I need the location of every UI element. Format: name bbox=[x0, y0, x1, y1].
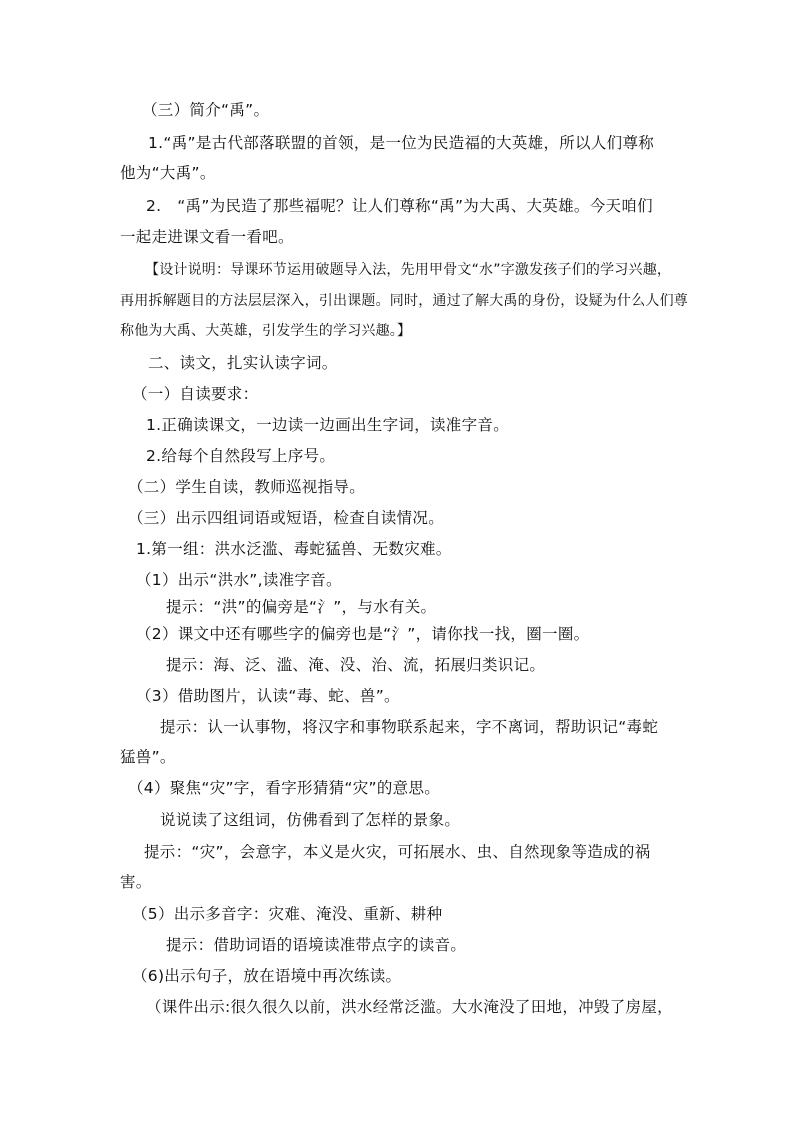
hint-line: 提示：海、泛、滥、淹、没、治、流，拓展归类识记。 bbox=[166, 656, 546, 674]
list-item: 1.第一组：洪水泛滥、毒蛇猛兽、无数灾难。 bbox=[136, 540, 452, 558]
paragraph-line: （课件出示:很久很久以前，洪水经常泛滥。大水淹没了田地，冲毁了房屋， bbox=[146, 998, 673, 1016]
paragraph-line: 2. “禹”为民造了那些福呢？让人们尊称“禹”为大禹、大英雄。今天咱们 bbox=[146, 197, 653, 215]
list-item: 2.给每个自然段写上序号。 bbox=[146, 447, 336, 465]
design-note-line: 【设计说明：导课环节运用破题导入法，先用甲骨文“水”字激发孩子们的学习兴趣， bbox=[145, 262, 672, 278]
design-note-line: 再用拆解题目的方法层层深入，引出课题。同时，通过了解大禹的身份，设疑为什么人们尊 bbox=[120, 293, 688, 309]
hint-line: 提示：认一认事物，将汉字和事物联系起来，字不离词，帮助识记“毒蛇 bbox=[160, 718, 659, 736]
subsection-heading: （三）出示四组词语或短语，检查自读情况。 bbox=[128, 509, 445, 527]
list-item: （5）出示多音字：灾难、淹没、重新、耕种 bbox=[132, 905, 443, 923]
subsection-heading: （一）自读要求： bbox=[132, 385, 259, 403]
section-heading: （三）简介“禹”。 bbox=[142, 101, 270, 119]
paragraph-line: 说说读了这组词，仿佛看到了怎样的景象。 bbox=[160, 811, 461, 829]
list-item: （2）课文中还有哪些字的偏旁也是“氵”，请你找一找，圈一圈。 bbox=[136, 625, 590, 643]
hint-line: 害。 bbox=[120, 873, 152, 891]
list-item: 1.正确读课文，一边读一边画出生字词，读准字音。 bbox=[146, 416, 509, 434]
paragraph-line: 1.“禹”是古代部落联盟的首领，是一位为民造福的大英雄，所以人们尊称 bbox=[148, 134, 655, 152]
design-note-line: 称他为大禹、大英雄，引发学生的学习兴趣。】 bbox=[120, 323, 412, 339]
hint-line: 猛兽”。 bbox=[120, 748, 176, 766]
hint-line: 提示：借助词语的语境读准带点字的读音。 bbox=[166, 936, 467, 954]
subsection-heading: （二）学生自读，教师巡视指导。 bbox=[128, 478, 366, 496]
paragraph-line: 他为“大禹”。 bbox=[120, 164, 216, 182]
list-item: （4）聚焦“灾”字，看字形猜猜“灾”的意思。 bbox=[128, 779, 441, 797]
list-item: （6)出示句子，放在语境中再次练读。 bbox=[132, 967, 402, 985]
paragraph-line: 一起走进课文看一看吧。 bbox=[120, 228, 294, 246]
section-heading: 二、读文，扎实认读字词。 bbox=[148, 354, 338, 372]
hint-line: 提示：“洪”的偏旁是“氵”，与水有关。 bbox=[166, 598, 437, 616]
list-item: （1）出示“洪水”,读准字音。 bbox=[136, 571, 342, 589]
list-item: （3）借助图片，认读“毒、蛇、兽”。 bbox=[136, 687, 400, 705]
hint-line: 提示：“灾”，会意字，本义是火灾，可拓展水、虫、自然现象等造成的祸 bbox=[144, 843, 651, 861]
